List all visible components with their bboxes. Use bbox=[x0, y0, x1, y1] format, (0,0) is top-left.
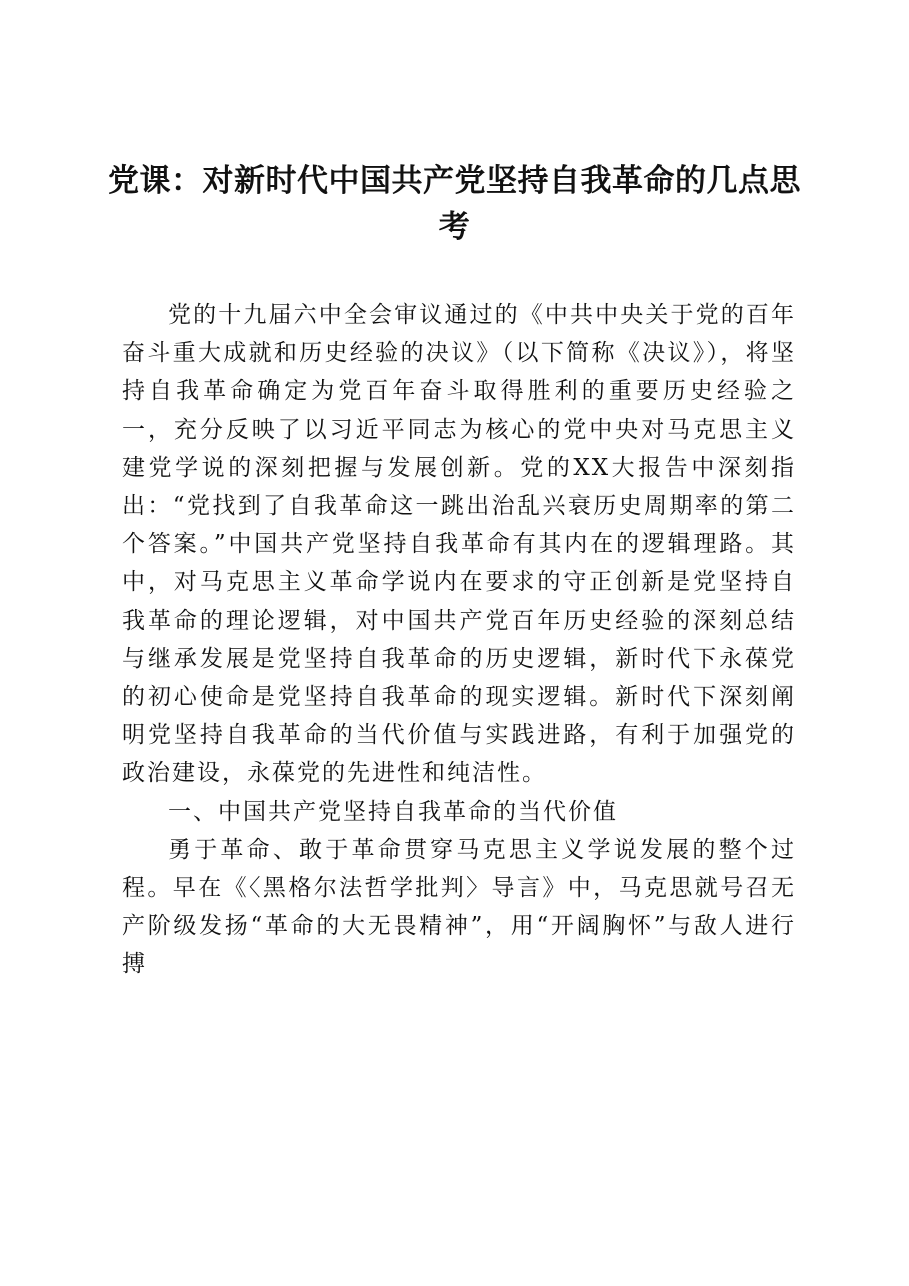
section-paragraph: 勇于革命、敢于革命贯穿马克思主义学说发展的整个过程。早在《〈黑格尔法哲学批判〉导言》中，马克思就号召无产阶级发扬“革命的大无畏精神”，用“开阔胸怀”与敌人进行搏 bbox=[122, 836, 796, 978]
intro-paragraph: 党的十九届六中全会审议通过的《中共中央关于党的百年奋斗重大成就和历史经验的决议》（以下简称《决议》），将坚持自我革命确定为党百年奋斗取得胜利的重要历史经验之一，充分反映了以习近平同志为核心的党中央对马克思主义建党学说的深刻把握与发展创新。党的XX大报告中深刻指出：“党找到了自我革命这一跳出治乱兴衰历史周期率的第二个答案。”中国共产党坚持自我革命有其内在的逻辑理路。其中，对马克思主义革命学说内在要求的守正创新是党坚持自我革命的理论逻辑，对中国共产党百年历史经验的深刻总结与继承发展是党坚持自我革命的历史逻辑，新时代下永葆党的初心使命是党坚持自我革命的现实逻辑。新时代下深刻阐明党坚持自我革命的当代价值与实践进路，有利于加强党的政治建设，永葆党的先进性和纯洁性。 bbox=[122, 302, 796, 787]
section-heading: 一、中国共产党坚持自我革命的当代价值 bbox=[168, 798, 618, 825]
document-body bbox=[122, 296, 796, 984]
document-title: 党课：对新时代中国共产党坚持自我革命的几点思考 bbox=[108, 163, 801, 245]
